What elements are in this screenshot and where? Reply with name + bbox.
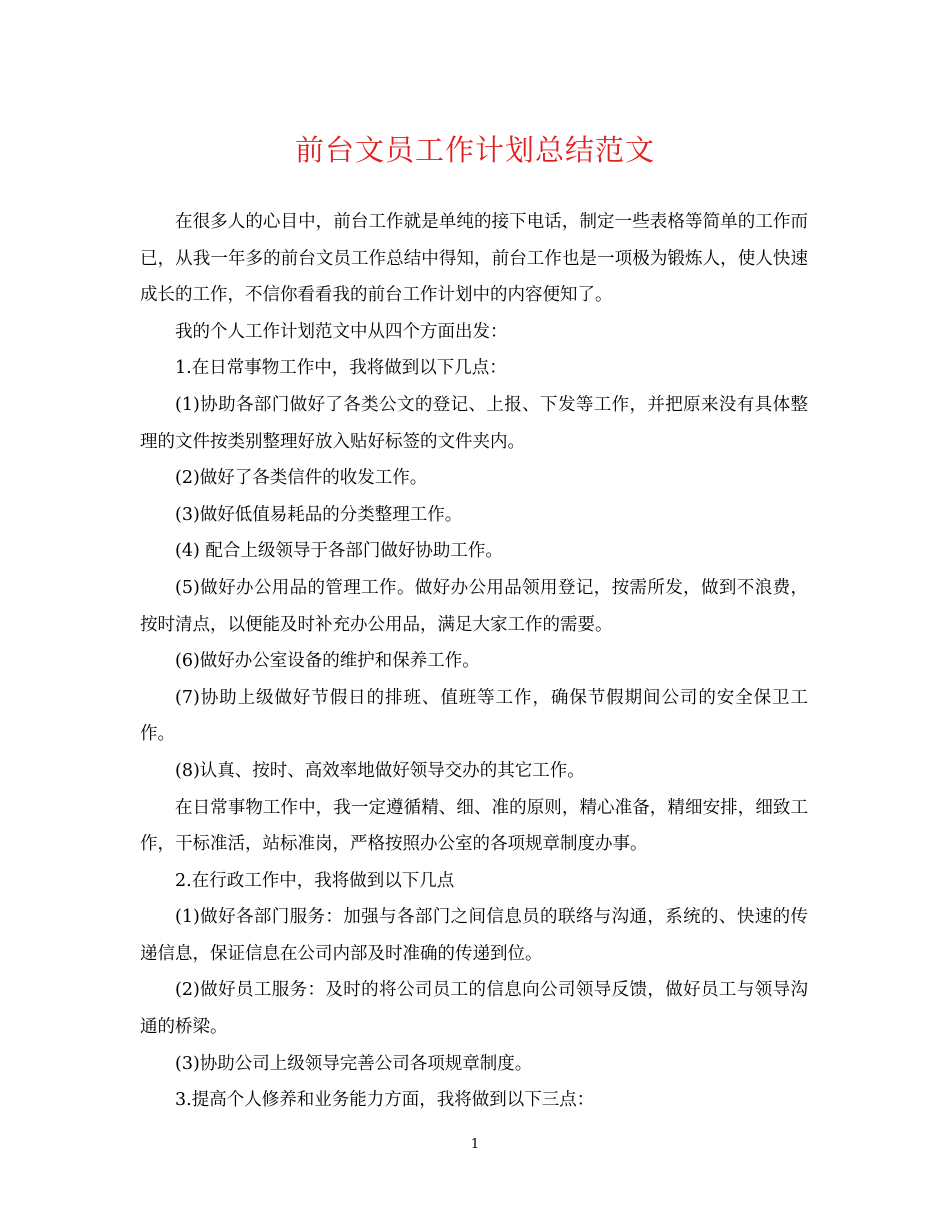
document-body (140, 204, 808, 1119)
section-heading-self-improvement: 3.提高个人修养和业务能力方面，我将做到以下三点： (175, 1090, 595, 1111)
list-item: (6)做好办公室设备的维护和保养工作。 (175, 651, 480, 672)
paragraph-four-aspects: 我的个人工作计划范文中从四个方面出发： (175, 321, 508, 342)
section-heading-daily-affairs: 1.在日常事物工作中，我将做到以下几点： (175, 358, 507, 379)
document-title: 前台文员工作计划总结范文 (294, 133, 655, 167)
list-item: (8)认真、按时、高效率地做好领导交办的其它工作。 (175, 760, 585, 781)
list-item: (2)做好员工服务：及时的将公司员工的信息向公司领导反馈，做好员工与领导沟通的桥梁。 (140, 980, 808, 1038)
page-number: 1 (470, 1137, 480, 1152)
paragraph-daily-principle: 在日常事物工作中，我一定遵循精、细、准的原则，精心准备，精细安排，细致工作，干标准活，站标准岗，严格按照办公室的各项规章制度办事。 (140, 797, 808, 855)
list-item: (2)做好了各类信件的收发工作。 (175, 468, 428, 489)
list-item: (1)做好各部门服务：加强与各部门之间信息员的联络与沟通，系统的、快速的传递信息，保证信息在公司内部及时准确的传递到位。 (140, 907, 808, 964)
list-item: (4) 配合上级领导于各部门做好协助工作。 (175, 541, 503, 562)
list-item: (3)做好低值易耗品的分类整理工作。 (175, 504, 463, 525)
list-item: (7)协助上级做好节假日的排班、值班等工作，确保节假期间公司的安全保卫工作。 (140, 687, 808, 745)
list-item: (1)协助各部门做好了各类公文的登记、上报、下发等工作，并把原来没有具体整理的文件按类别整理好放入贴好标签的文件夹内。 (140, 394, 808, 452)
paragraph-intro: 在很多人的心目中，前台工作就是单纯的接下电话，制定一些表格等简单的工作而已，从我一年多的前台文员工作总结中得知，前台工作也是一项极为锻炼人，使人快速成长的工作，不信你看看我的前台工作计划中的内容便知了。 (140, 212, 808, 306)
list-item: (5)做好办公用品的管理工作。做好办公用品领用登记，按需所发，做到不浪费，按时清点，以便能及时补充办公用品，满足大家工作的需要。 (140, 577, 808, 635)
section-heading-administration: 2.在行政工作中，我将做到以下几点 (175, 870, 455, 891)
list-item: (3)协助公司上级领导完善公司各项规章制度。 (175, 1053, 533, 1074)
